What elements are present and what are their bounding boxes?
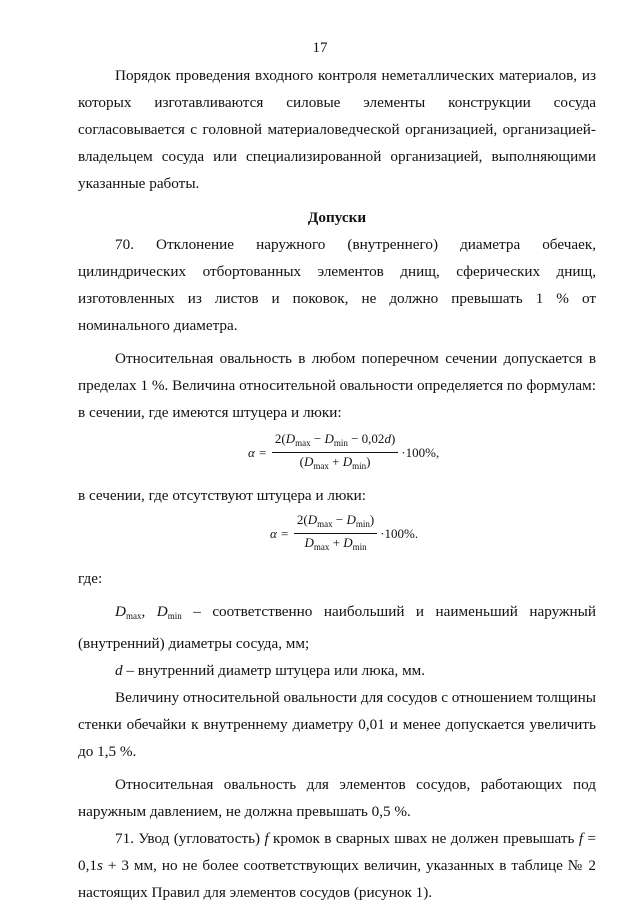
formula-lhs: α =: [270, 526, 289, 541]
formula-rhs: ·100%.: [380, 526, 419, 541]
paragraph-without-nozzles: в сечении, где отсутствуют штуцера и люки:: [78, 487, 367, 504]
formula-fraction: [272, 430, 398, 475]
formula-fraction: [294, 511, 377, 556]
formula-with-nozzles: [78, 426, 596, 482]
page-number: 17: [312, 40, 328, 56]
formula-denominator: $D_{max} + D_{min}$: [304, 535, 367, 552]
paragraph-external-pressure: Относительная овальность для элементов сосудов, работающих под наружным давлением, не должна превышать 0,5 %.: [78, 776, 596, 820]
paragraph-ovality: Относительная овальность в любом поперечном сечении допускается в пределах 1 %. Величина относительной овальности определяется по формулам:: [78, 350, 596, 394]
formula-lhs: α =: [248, 445, 267, 460]
paragraph-71: 71. Увод (угловатость) f кромок в сварных швах не должен превышать f = 0,1s + 3 мм, но не более соответствующих величин, указанных в таблице № 2 настоящих Правил для элементов сосудов (рисунок 1).: [78, 830, 596, 901]
formula-without-nozzles: [78, 509, 596, 565]
document-body: [78, 62, 596, 906]
definition-diameters: $D_{max}$, $D_{min}$ – соответственно наибольший и наименьший наружный (внутренний) диаметры сосуда, мм;: [78, 603, 596, 652]
paragraph-materials-control: Порядок проведения входного контроля неметаллических материалов, из которых изготавливаются силовые элементы конструкции сосуда согласовывается с головной материаловедческой организацией, организацией-владельцем сосуда или специализированной организацией, выполняющими указанные работы.: [78, 67, 596, 192]
formula-rhs: ·100%,: [401, 445, 440, 460]
paragraph-ovality-increase: Величину относительной овальности для сосудов с отношением толщины стенки обечайки к внутреннему диаметру 0,01 и менее допускается увеличить до 1,5 %.: [78, 689, 596, 760]
paragraph-with-nozzles: в сечении, где имеются штуцера и люки:: [78, 404, 342, 421]
formula-denominator: $(D_{max} + D_{min})$: [299, 454, 371, 471]
formula-numerator: $2(D_{max} - D_{min} - 0,02d)$: [272, 430, 398, 453]
definition-nozzle-diameter: d – внутренний диаметр штуцера или люка, мм.: [115, 662, 426, 679]
where-label: где:: [78, 570, 103, 587]
paragraph-70: 70. Отклонение наружного (внутреннего) диаметра обечаек, цилиндрических отбортованных элементов днищ, сферических днищ, изготовленных из листов и поковок, не должно превышать 1 % от номинального диаметра.: [78, 236, 596, 334]
section-heading: Допуски: [307, 209, 367, 226]
formula-numerator: $2(D_{max} - D_{min})$: [294, 511, 377, 534]
